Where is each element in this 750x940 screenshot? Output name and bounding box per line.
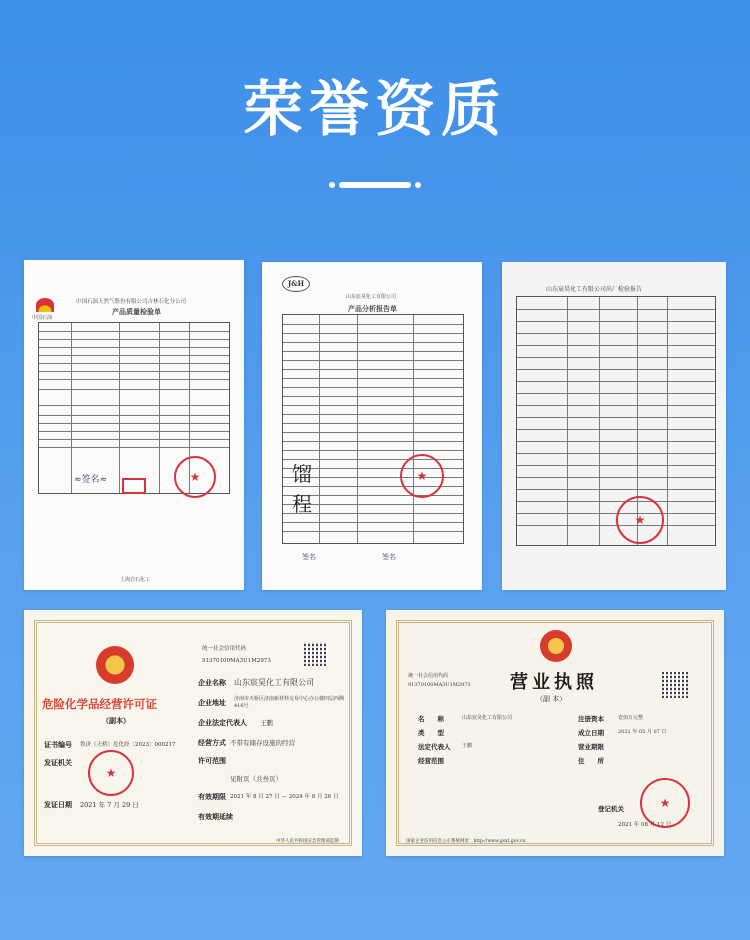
legal-value: 王鹏 [260,719,273,727]
qr-code [304,642,328,666]
report-company: 山东宸昊化工有限公司 [346,294,397,300]
license-no-label: 证书编号 [44,740,72,749]
page-title: 荣誉资质 [243,75,507,145]
credit-code-label: 统一社会信用代码 [202,646,247,652]
license-subtitle: （副本） [102,716,130,725]
inspection-report [502,262,726,590]
doc-org: 中国石油天然气股份有限公司吉林石化分公司 [76,299,187,305]
small-red-stamp [122,478,146,494]
registration-label: 登记机关 [598,805,624,813]
permit-label: 许可范围 [198,756,226,765]
company-value: 山东宸昊化工有限公司 [462,715,513,721]
date-value: 2021 年 7 月 29 日 [80,801,139,809]
type-label: 类 型 [418,729,444,737]
capital-label: 注册资本 [578,715,604,723]
scope-value: 不带有储存设施的经营 [230,739,295,747]
national-emblem [540,630,572,662]
red-stamp [616,496,664,544]
license-subtitle: （副 本） [536,695,567,703]
scope-label: 经营范围 [418,757,444,765]
analysis-report [262,262,482,590]
address-label: 住 所 [578,757,604,765]
national-emblem [96,646,134,684]
report-title: 产品分析报告单 [348,304,397,313]
record-label: 有效期延续 [198,812,233,821]
red-stamp [400,454,444,498]
red-stamp [174,456,216,498]
valid-label: 有效期限 [198,792,226,801]
report-table [516,296,716,546]
side-text-1: 馏 [292,462,312,486]
logo-text: 中国石油 [32,315,53,321]
doc-title: 产品质量检验单 [112,307,161,316]
signature-1: 签名 [302,553,316,561]
address-label: 企业地址 [198,698,226,707]
title-underline [339,182,411,188]
issuer-stamp [88,750,134,796]
signature: ≈签名≈ [74,475,108,485]
legal-value: 王鹏 [462,743,473,749]
address-value: 济南市天桥区济南新材料交易中心办公楼四层西侧416号 [234,696,345,709]
legal-label: 法定代表人 [418,743,451,751]
scope-label: 经营方式 [198,738,226,747]
petrochina-logo [36,298,54,312]
legal-label: 企业法定代表人 [198,718,247,727]
license-title: 危险化学品经营许可证 [42,697,157,711]
side-text-2: 程 [292,492,312,516]
signature-2: 签名 [382,553,396,561]
license-title: 营业执照 [510,672,598,693]
capital-value: 壹佰万元整 [618,715,644,721]
license-footer: 国家企业信用信息公示系统网址：http://www.gsxt.gov.cn [406,839,526,844]
quality-inspection-sheet [24,260,244,590]
license-footer: 中华人民共和国应急管理部监制 [276,839,339,844]
company-label: 企业名称 [198,678,226,687]
date-label: 成立日期 [578,729,604,737]
license-no-value: 鲁济（天桥）危化经〔2023〕000217 [80,742,176,748]
business-license [386,610,724,856]
jh-logo: J&H [282,276,310,292]
qr-code [662,672,688,698]
term-label: 营业期限 [578,743,604,751]
doc-footer: 上海岩石化工 [120,577,151,583]
date-value: 2021 年 05 月 07 日 [618,729,667,735]
issuer-label: 发证机关 [44,758,72,767]
permit-value: 见附页（共叁页） [230,775,282,783]
company-value: 山东宸昊化工有限公司 [234,678,314,687]
registration-date: 2021 年 08 月 12 日 [618,822,672,828]
company-label: 名 称 [418,715,444,723]
credit-code: 91370100MA3U1M2973 [408,682,471,688]
credit-code: 91370100MA3U1M2973 [202,658,271,664]
credit-code-label: 统一社会信用代码 [408,673,449,679]
valid-value: 2021 年 8 月 27 日 — 2024 年 8 月 26 日 [230,794,339,800]
date-label: 发证日期 [44,800,72,809]
hazardous-chemicals-license [24,610,362,856]
report-title: 山东宸昊化工有限公司出厂检验报告 [546,286,643,293]
